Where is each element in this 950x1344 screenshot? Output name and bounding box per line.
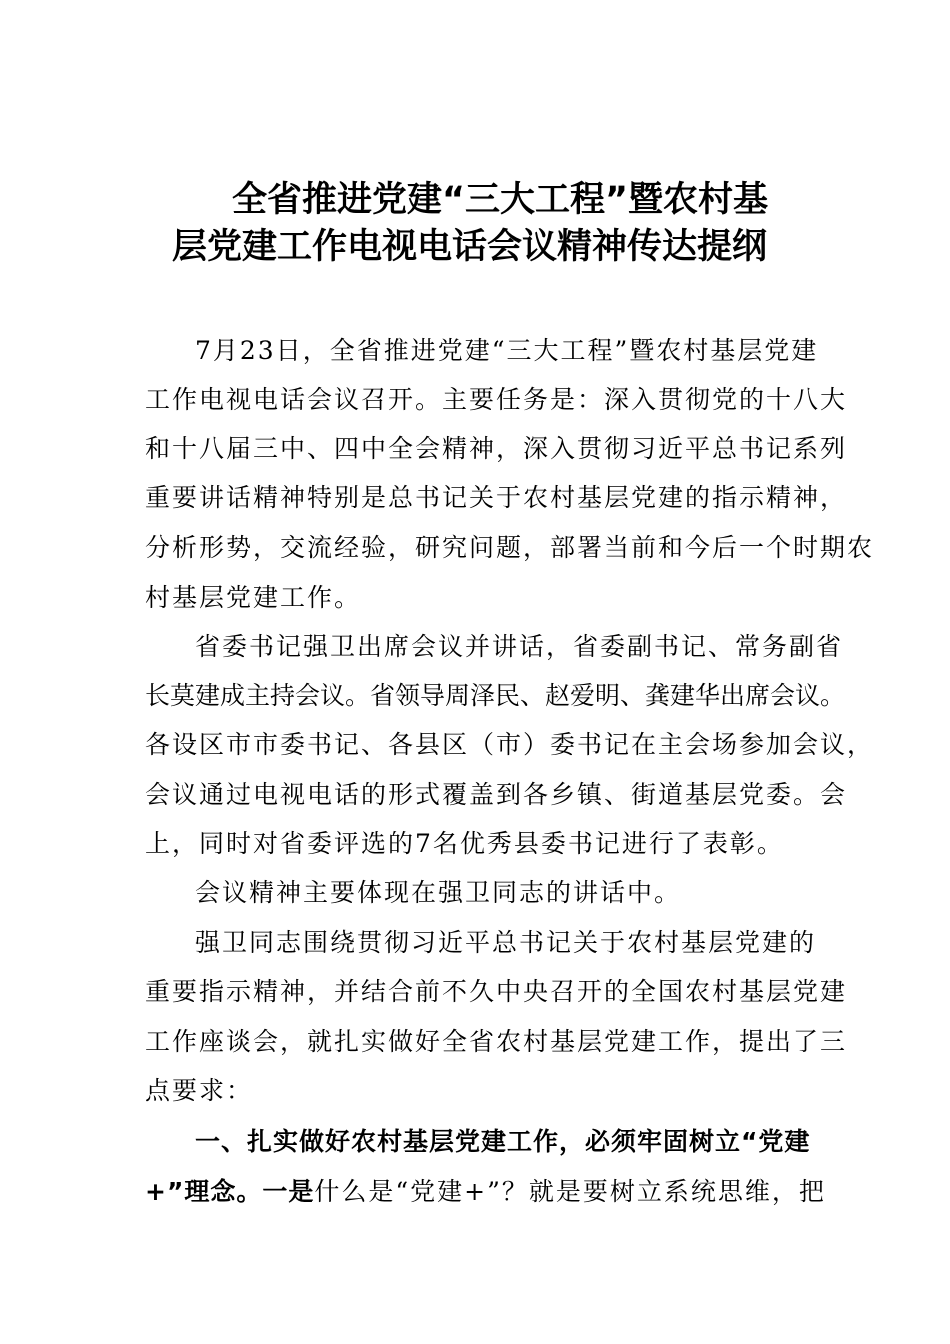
section-heading-line: 一、扎实做好农村基层党建工作，必须牢固树立“党建 <box>195 1127 811 1156</box>
paragraph-line: 7月23日，全省推进党建“三大工程”暨农村基层党建 <box>195 336 819 365</box>
paragraph-line: 村基层党建工作。 <box>145 583 362 612</box>
paragraph-line: 强卫同志围绕贯彻习近平总书记关于农村基层党建的 <box>195 928 817 957</box>
document-title-line-1: 全省推进党建“三大工程”暨农村基 <box>232 180 769 220</box>
paragraph-line: 会议精神主要体现在强卫同志的讲话中。 <box>195 878 682 907</box>
paragraph-line: 省委书记强卫出席会议并讲话，省委副书记、常务副省 <box>195 632 844 661</box>
paragraph-line: 和十八届三中、四中全会精神，深入贯彻习近平总书记系列 <box>145 434 848 463</box>
heading-body-part: 什么是“党建+”？就是要树立系统思维，把 <box>314 1177 826 1206</box>
paragraph-line: 重要指示精神，并结合前不久中央召开的全国农村基层党建 <box>145 977 848 1006</box>
section-heading-line-2 <box>145 1176 825 1208</box>
paragraph-line: 点要求： <box>145 1076 254 1105</box>
paragraph-line: 工作座谈会，就扎实做好全省农村基层党建工作，提出了三 <box>145 1027 848 1056</box>
paragraph-line: 会议通过电视电话的形式覆盖到各乡镇、街道基层党委。会 <box>145 780 848 809</box>
paragraph-line: 重要讲话精神特别是总书记关于农村基层党建的指示精神， <box>145 483 848 512</box>
paragraph-line: 分析形势，交流经验，研究问题，部署当前和今后一个时期农 <box>145 533 875 562</box>
paragraph-line: 长莫建成主持会议。省领导周泽民、赵爱明、龚建华出席会议。 <box>145 681 846 710</box>
heading-bold-part: +”理念。一是 <box>145 1177 315 1206</box>
paragraph-line: 上，同时对省委评选的7名优秀县委书记进行了表彰。 <box>145 829 784 858</box>
paragraph-line: 工作电视电话会议召开。主要任务是：深入贯彻党的十八大 <box>145 385 848 414</box>
paragraph-line: 各设区市市委书记、各县区（市）委书记在主会场参加会议， <box>145 730 875 759</box>
document-title-line-2: 层党建工作电视电话会议精神传达提纲 <box>172 227 768 267</box>
